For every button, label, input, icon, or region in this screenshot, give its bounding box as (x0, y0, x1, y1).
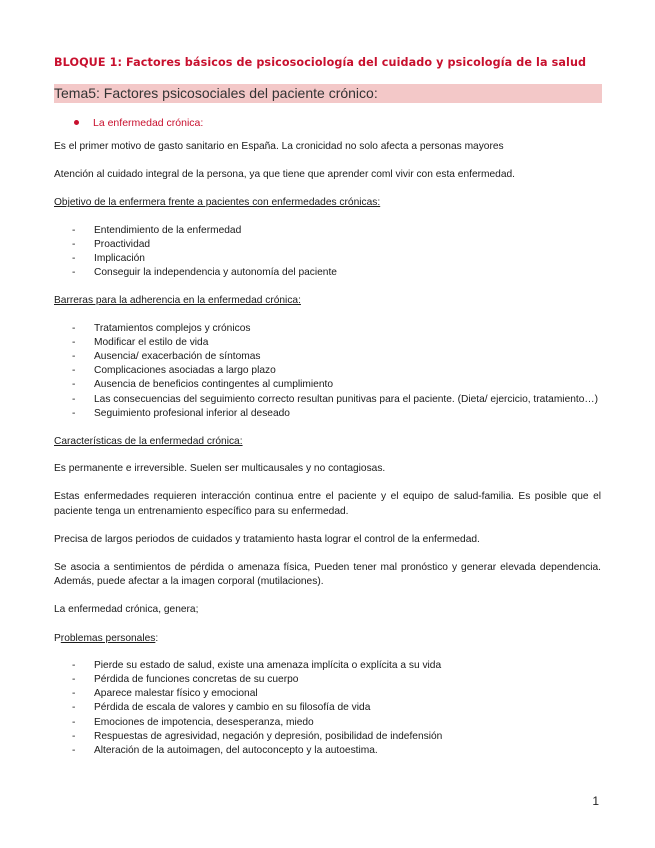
section-bullet-label: La enfermedad crónica: (93, 117, 204, 129)
caracteristicas-heading: Características de la enfermedad crónica: (54, 436, 243, 448)
barreras-heading: Barreras para la adherencia en la enfermedad crónica: (54, 295, 301, 307)
paragraph: Es permanente e irreversible. Suelen ser multicausales y no contagiosas. (54, 463, 386, 475)
document-body (54, 140, 601, 772)
section-bullet (74, 117, 203, 129)
list-item: - Ausencia/ exacerbación de síntomas (54, 350, 601, 364)
topic-heading: Tema5: Factores psicosociales del paciente crónico: (54, 84, 602, 103)
paragraph: La enfermedad crónica, genera; (54, 604, 199, 616)
list-item: - Aparece malestar físico y emocional (54, 687, 601, 701)
list-item: - Entendimiento de la enfermedad (54, 224, 601, 238)
paragraph: Se asocia a sentimientos de pérdida o amenaza física, Pueden tener mal pronóstico y generar elevada dependencia. Además, puede afectar a la imagen corporal (mutilaciones). (54, 562, 601, 588)
list-item: - Emociones de impotencia, desesperanza, miedo (54, 716, 601, 730)
block-title: BLOQUE 1: Factores básicos de psicosociología del cuidado y psicología de la salud (54, 56, 587, 69)
paragraph: Atención al cuidado integral de la persona, ya que tiene que aprender coml vivir con esta enfermedad. (54, 169, 515, 181)
bullet-dot-icon (74, 120, 79, 125)
list-item: - Pérdida de funciones concretas de su cuerpo (54, 673, 601, 687)
barreras-list (54, 322, 601, 421)
page-number: 1 (592, 794, 599, 808)
objetivo-list (54, 224, 601, 281)
list-item: - Alteración de la autoimagen, del autoconcepto y la autoestima. (54, 744, 601, 758)
list-item: - Implicación (54, 252, 601, 266)
objetivo-heading: Objetivo de la enfermera frente a pacientes con enfermedades crónicas: (54, 197, 381, 209)
problemas-heading (54, 632, 601, 646)
paragraph: Precisa de largos periodos de cuidados y tratamiento hasta lograr el control de la enfermedad. (54, 533, 480, 545)
list-item: - Tratamientos complejos y crónicos (54, 322, 601, 336)
list-item: - Pierde su estado de salud, existe una amenaza implícita o explícita a su vida (54, 659, 601, 673)
list-item: - Las consecuencias del seguimiento correcto resultan punitivas para el paciente. (Dieta/ ejercicio, tratamiento…) (54, 393, 601, 407)
list-item: - Ausencia de beneficios contingentes al cumplimiento (54, 378, 601, 392)
list-item: - Proactividad (54, 238, 601, 252)
list-item: - Respuestas de agresividad, negación y depresión, posibilidad de indefensión (54, 730, 601, 744)
list-item: - Seguimiento profesional inferior al deseado (54, 407, 601, 421)
problemas-heading-prefix: P (54, 632, 61, 644)
problemas-heading-suffix: : (155, 632, 159, 644)
problemas-heading-underlined: roblemas personales (60, 632, 156, 644)
list-item: - Complicaciones asociadas a largo plazo (54, 364, 601, 378)
paragraph: Estas enfermedades requieren interacción continua entre el paciente y el equipo de salud-familia. Es posible que el paciente tenga un entrenamiento específico para su enfermedad. (54, 491, 601, 517)
paragraph: Es el primer motivo de gasto sanitario en España. La cronicidad no solo afecta a personas mayores (54, 141, 504, 152)
list-item: - Pérdida de escala de valores y cambio en su filosofía de vida (54, 701, 601, 715)
problemas-list (54, 659, 601, 758)
list-item: - Conseguir la independencia y autonomía del paciente (54, 266, 601, 280)
list-item: - Modificar el estilo de vida (54, 336, 601, 350)
